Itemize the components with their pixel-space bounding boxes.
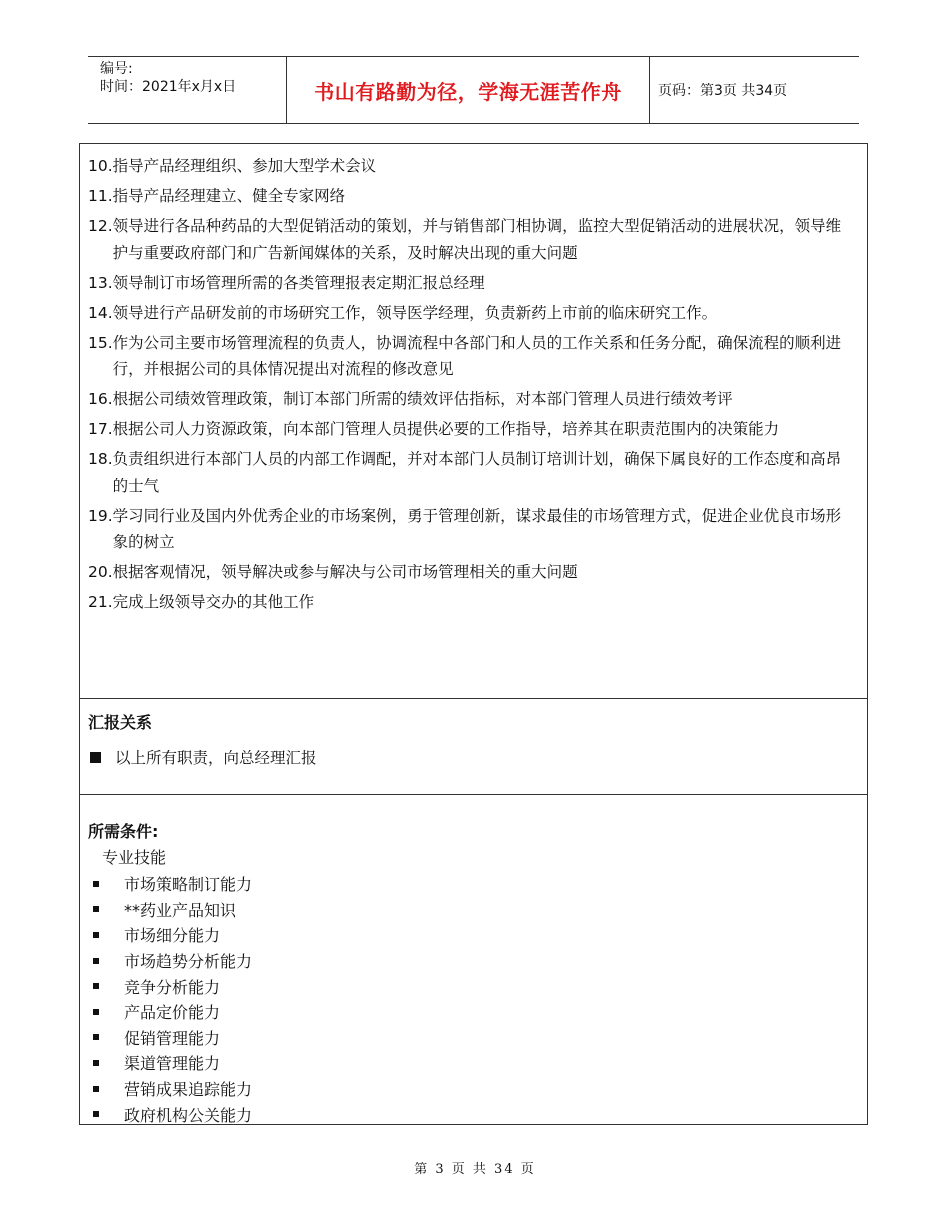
skill-text: 促销管理能力	[124, 1028, 221, 1048]
duty-text: 负责组织进行本部门人员的内部工作调配，并对本部门人员制订培训计划，确保下属良好的工作态度和高昂的士气	[112, 450, 842, 495]
duty-item	[88, 183, 849, 210]
duty-item	[88, 300, 849, 327]
document-time-label: 时间：2021年x月x日	[100, 79, 237, 95]
skill-item	[88, 897, 867, 923]
duty-text: 根据公司绩效管理政策，制订本部门所需的绩效评估指标，对本部门管理人员进行绩效考评	[112, 390, 733, 408]
bullet-icon	[93, 1009, 99, 1015]
bullet-icon	[93, 1086, 99, 1092]
duty-item	[88, 589, 849, 616]
duty-item	[88, 416, 849, 443]
duty-text: 指导产品经理组织、参加大型学术会议	[112, 157, 377, 175]
requirements-title: 所需条件:	[88, 822, 159, 841]
skill-item	[88, 871, 867, 897]
report-item	[88, 746, 867, 768]
duty-text: 根据客观情况，领导解决或参与解决与公司市场管理相关的重大问题	[112, 563, 578, 581]
skill-text: 产品定价能力	[124, 1003, 221, 1023]
header-motto-cell	[287, 57, 650, 123]
bullet-icon	[93, 906, 99, 912]
duty-number: 12.	[88, 217, 113, 235]
duty-number: 21.	[88, 593, 113, 611]
bullet-icon	[93, 932, 99, 938]
duty-number: 20.	[88, 563, 113, 581]
skill-text: 市场趋势分析能力	[124, 952, 253, 972]
skill-text: 渠道管理能力	[124, 1054, 221, 1074]
bullet-icon	[93, 983, 99, 989]
duty-text: 学习同行业及国内外优秀企业的市场案例，勇于管理创新，谋求最佳的市场管理方式，促进企业优良市场形象的树立	[112, 506, 842, 551]
skill-item	[88, 948, 867, 974]
duty-text: 根据公司人力资源政策，向本部门管理人员提供必要的工作指导，培养其在职责范围内的决策能力	[112, 420, 780, 438]
page-footer: 第 3 页 共 34 页	[414, 1162, 536, 1177]
duty-text: 领导制订市场管理所需的各类管理报表定期汇报总经理	[112, 273, 485, 292]
bullet-icon	[93, 1060, 99, 1066]
bullet-icon	[93, 881, 99, 887]
skill-text: 市场策略制订能力	[124, 875, 253, 895]
document-number-label: 编号:	[100, 61, 133, 77]
duty-text: 作为公司主要市场管理流程的负责人，协调流程中各部门和人员的工作关系和任务分配，确保流程的顺利进行，并根据公司的具体情况提出对流程的修改意见	[112, 333, 842, 378]
duties-section	[79, 143, 868, 699]
report-item-text: 以上所有职责，向总经理汇报	[115, 749, 317, 767]
duty-item	[88, 559, 849, 586]
duty-text: 领导进行各品种药品的大型促销活动的策划，并与销售部门相协调，监控大型促销活动的进展状况，领导维护与重要政府部门和广告新闻媒体的关系，及时解决出现的重大问题	[112, 217, 842, 262]
duty-number: 19.	[88, 506, 113, 525]
duty-item	[88, 270, 849, 297]
square-bullet-icon	[90, 752, 101, 763]
skill-item	[88, 999, 867, 1025]
report-title: 汇报关系	[88, 713, 153, 732]
duty-item	[88, 503, 849, 556]
skill-item	[88, 1050, 867, 1076]
bullet-icon	[93, 1111, 99, 1117]
duty-text: 领导进行产品研发前的市场研究工作，领导医学经理，负责新药上市前的临床研究工作。	[112, 303, 718, 322]
skill-text: 营销成果追踪能力	[124, 1080, 253, 1100]
page-header	[88, 56, 859, 124]
requirements-subtitle: 专业技能	[102, 848, 167, 867]
duty-item	[88, 213, 849, 266]
header-info-cell	[88, 57, 287, 123]
duty-number: 11.	[88, 187, 113, 205]
duty-item	[88, 446, 849, 499]
duty-item	[88, 153, 849, 180]
skill-item	[88, 1101, 867, 1127]
skill-item	[88, 1025, 867, 1051]
duty-number: 15.	[88, 333, 113, 352]
bullet-icon	[93, 1034, 99, 1040]
duty-text: 完成上级领导交办的其他工作	[112, 593, 315, 611]
skill-item	[88, 922, 867, 948]
duty-item	[88, 386, 849, 413]
header-page-info: 页码：第3页 共34页	[658, 83, 788, 99]
requirements-section	[79, 794, 868, 1125]
skill-item	[88, 973, 867, 999]
header-page-cell	[650, 57, 859, 123]
bullet-icon	[93, 958, 99, 964]
skill-text: 市场细分能力	[124, 926, 221, 946]
duty-text: 指导产品经理建立、健全专家网络	[112, 187, 346, 205]
report-section	[79, 698, 868, 795]
header-motto: 书山有路勤为径，学海无涯苦作舟	[314, 79, 622, 104]
duty-number: 14.	[88, 303, 113, 322]
skill-text: 政府机构公关能力	[124, 1105, 253, 1125]
duty-number: 13.	[88, 273, 113, 292]
skill-text: **药业产品知识	[124, 900, 237, 920]
duty-item	[88, 330, 849, 383]
skill-item	[88, 1076, 867, 1102]
duty-number: 10.	[88, 157, 113, 175]
duty-number: 16.	[88, 390, 113, 408]
duty-number: 17.	[88, 420, 113, 438]
skill-text: 竞争分析能力	[124, 977, 221, 997]
duty-number: 18.	[88, 450, 113, 468]
